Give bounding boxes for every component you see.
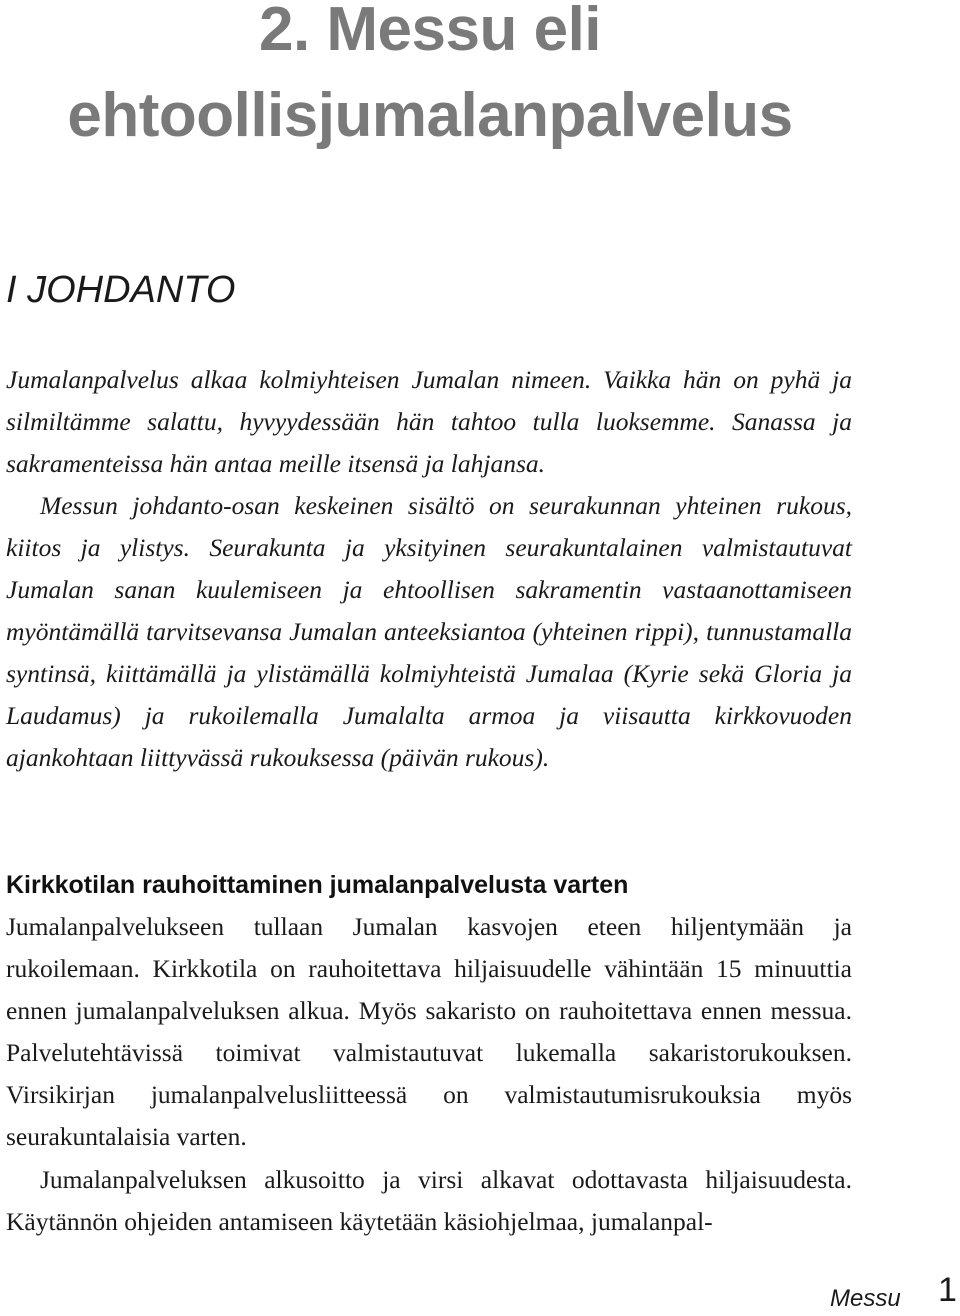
- page-number: 1: [938, 1271, 957, 1309]
- chapter-title-line-1: 2. Messu eli: [258, 0, 602, 64]
- intro-paragraph: Jumalanpalvelus alkaa kolmiyhteisen Jumalan nimeen. Vaikka hän on pyhä ja silmiltämme salattu, hyvyydessään hän tahtoo tulla luoksemme. Sanassa ja sakramenteissa hän antaa meille itsensä ja lahjansa.: [6, 365, 852, 478]
- subsection-heading: Kirkkotilan rauhoittaminen jumalanpalvelusta varten: [6, 871, 629, 899]
- chapter-title-line-2: ehtoollisjumalanpalvelus: [67, 81, 793, 150]
- intro-paragraph-2: Messun johdanto-osan keskeinen sisältö on seurakunnan yhteinen rukous, kiitos ja ylistys. Seurakunta ja yksityinen seurakuntalainen valmistautuvat Jumalan sanan kuulemiseen ja ehtoollisen sakramentin vastaanottamiseen myöntämällä tarvitsevansa Jumalan anteeksiantoa (yhteinen rippi), tunnustamalla syntinsä, kiittämällä ja ylistämällä kolmiyhteistä Jumalaa (Kyrie sekä Gloria ja Laudamus) ja rukoilemalla Jumalalta armoa ja viisautta kirkkovuoden ajankohtaan liittyvässä rukouksessa (päivän rukous).: [6, 491, 852, 772]
- running-footer-label: Messu: [830, 1285, 901, 1312]
- body-paragraph-2: Jumalanpalveluksen alkusoitto ja virsi alkavat odottavasta hiljaisuudesta. Käytännön ohjeiden antamiseen käytetään käsiohjelmaa, jumalanpal-: [6, 1165, 852, 1236]
- section-heading: I JOHDANTO: [6, 269, 236, 311]
- body-paragraph-1: Jumalanpalvelukseen tullaan Jumalan kasvojen eteen hiljentymään ja rukoilemaan. Kirkkotila on rauhoitettava hiljaisuudelle vähintään 15 minuuttia ennen jumalanpalveluksen alkua. Myös sakaristo on rauhoitettava ennen messua. Palvelutehtävissä toimivat valmistautuvat lukemalla sakaristorukouksen. Virsikirjan jumalanpalvelusliitteessä on valmistautumisrukouksia myös seurakuntalaisia varten.: [6, 912, 852, 1151]
